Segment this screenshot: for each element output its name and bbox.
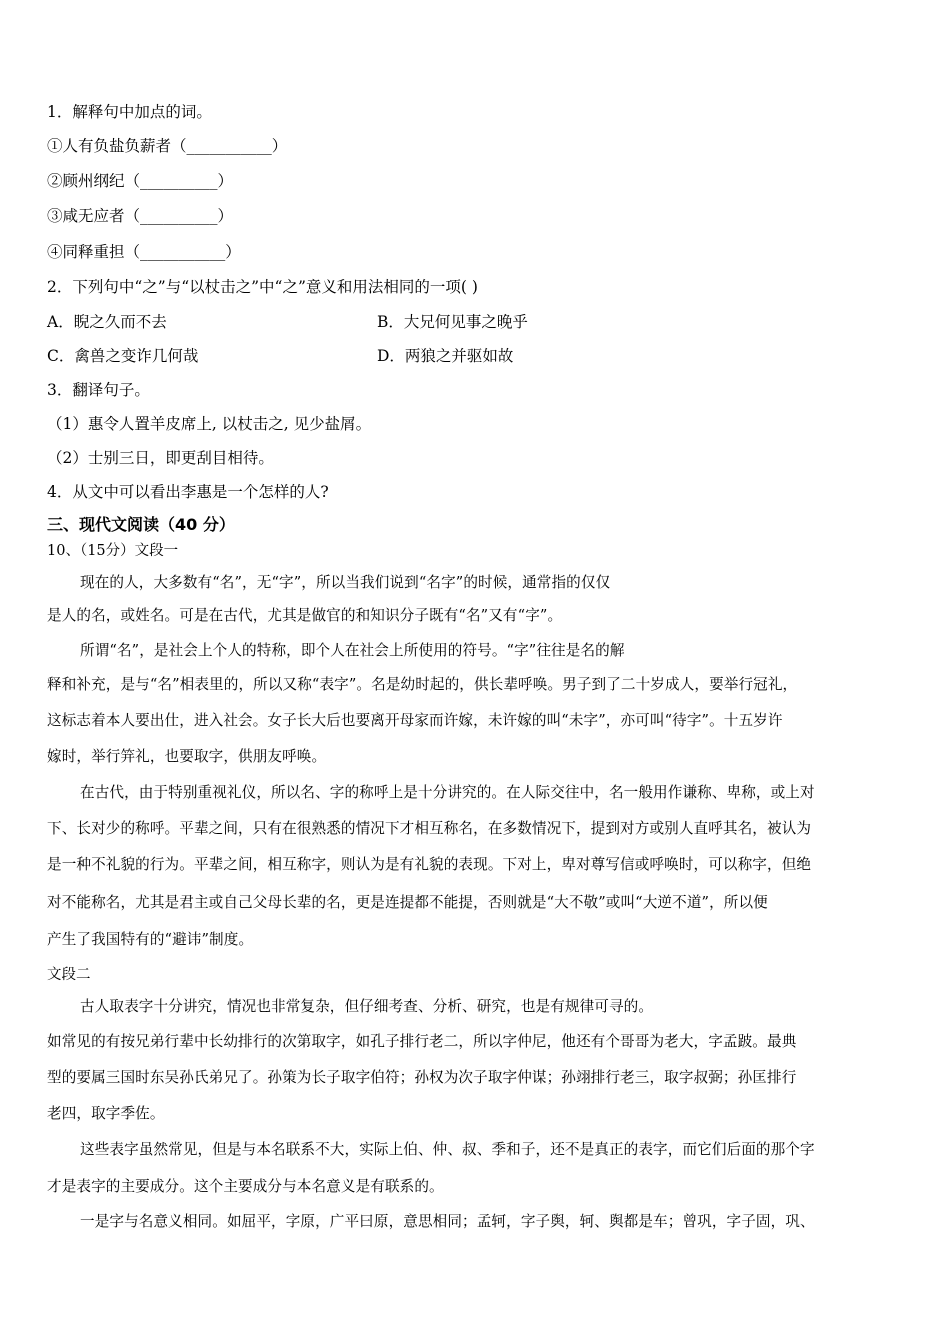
passage-line: 在古代，由于特别重视礼仪，所以名、字的称呼上是十分讲究的。在人际交往中，名一般用作谦称、卑称，或上对 — [80, 784, 815, 801]
q3-item-1: （1）惠令人置羊皮席上, 以杖击之, 见少盐屑。 — [47, 415, 372, 433]
passage-line: 古人取表字十分讲究，情况也非常复杂，但仔细考查、分析、研究，也是有规律可寻的。 — [80, 998, 654, 1015]
q3-title: 3．翻译句子。 — [47, 381, 150, 399]
q1-item-1: ①人有负盐负薪者（___________） — [47, 137, 288, 155]
passage-line: 产生了我国特有的“避讳”制度。 — [47, 931, 254, 948]
passage-line: 嫁时，举行笄礼，也要取字，供朋友呼唤。 — [47, 748, 327, 765]
passage-line: 现在的人，大多数有“名”，无“字”，所以当我们说到“名字”的时候，通常指的仅仅 — [80, 574, 611, 591]
passage-line: 型的要属三国时东吴孙氏弟兄了。孙策为长子取字伯符；孙权为次子取字仲谋；孙翊排行老三，取字叔弼；孙匡排行 — [47, 1069, 797, 1086]
section-heading: 三、现代文阅读（40 分） — [47, 515, 235, 534]
passage-line: 这些表字虽然常见，但是与本名联系不大，实际上伯、仲、叔、季和子，还不是真正的表字，而它们后面的那个字 — [80, 1141, 815, 1158]
q10-label: 10、（15分）文段一 — [47, 543, 179, 559]
passage-line: 才是表字的主要成分。这个主要成分与本名意义是有联系的。 — [47, 1178, 444, 1195]
passage-line: 所谓“名”，是社会上个人的特称，即个人在社会上所使用的符号。“字”往往是名的解 — [80, 642, 625, 659]
q2-option-c: C．禽兽之变诈几何哉 — [47, 347, 199, 365]
q1-item-2: ②顾州纲纪（__________） — [47, 172, 234, 190]
segment-2-label: 文段二 — [47, 967, 91, 983]
q2-option-d: D．两狼之并驱如故 — [377, 347, 514, 365]
q2-title: 2．下列句中“之”与“以杖击之”中“之”意义和用法相同的一项( ) — [47, 278, 478, 296]
q1-title: 1．解释句中加点的词。 — [47, 103, 212, 121]
passage-line: 一是字与名意义相同。如屈平，字原，广平曰原，意思相同；孟轲，字子舆，轲、舆都是车；曾巩，字子固，巩、 — [80, 1213, 815, 1230]
passage-line: 是人的名，或姓名。可是在古代，尤其是做官的和知识分子既有“名”又有“字”。 — [47, 607, 563, 624]
passage-line: 老四，取字季佐。 — [47, 1105, 165, 1122]
passage-line: 这标志着本人要出仕，进入社会。女子长大后也要离开母家而许嫁，未许嫁的叫“未字”，亦可叫“待字”。十五岁许 — [47, 712, 783, 729]
q3-item-2: （2）士别三日，即更刮目相待。 — [47, 449, 274, 467]
passage-line: 是一种不礼貌的行为。平辈之间，相互称字，则认为是有礼貌的表现。下对上，卑对尊写信或呼唤时，可以称字，但绝 — [47, 856, 812, 873]
q4-title: 4．从文中可以看出李惠是一个怎样的人? — [47, 483, 329, 501]
q1-item-3: ③咸无应者（__________） — [47, 207, 234, 225]
q2-option-a: A．睨之久而不去 — [47, 313, 167, 331]
passage-line: 释和补充，是与“名”相表里的，所以又称“表字”。名是幼时起的，供长辈呼唤。男子到了二十岁成人，要举行冠礼， — [47, 676, 798, 693]
passage-line: 如常见的有按兄弟行辈中长幼排行的次第取字，如孔子排行老二，所以字仲尼，他还有个哥哥为老大，字孟跛。最典 — [47, 1033, 797, 1050]
q1-item-4: ④同释重担（___________） — [47, 243, 241, 261]
q2-option-b: B．大兄何见事之晚乎 — [377, 313, 528, 331]
passage-line: 下、长对少的称呼。平辈之间，只有在很熟悉的情况下才相互称名，在多数情况下，提到对方或别人直呼其名，被认为 — [47, 820, 812, 837]
passage-line: 对不能称名，尤其是君主或自己父母长辈的名，更是连提都不能提，否则就是“大不敬”或叫“大逆不道”，所以便 — [47, 894, 768, 911]
